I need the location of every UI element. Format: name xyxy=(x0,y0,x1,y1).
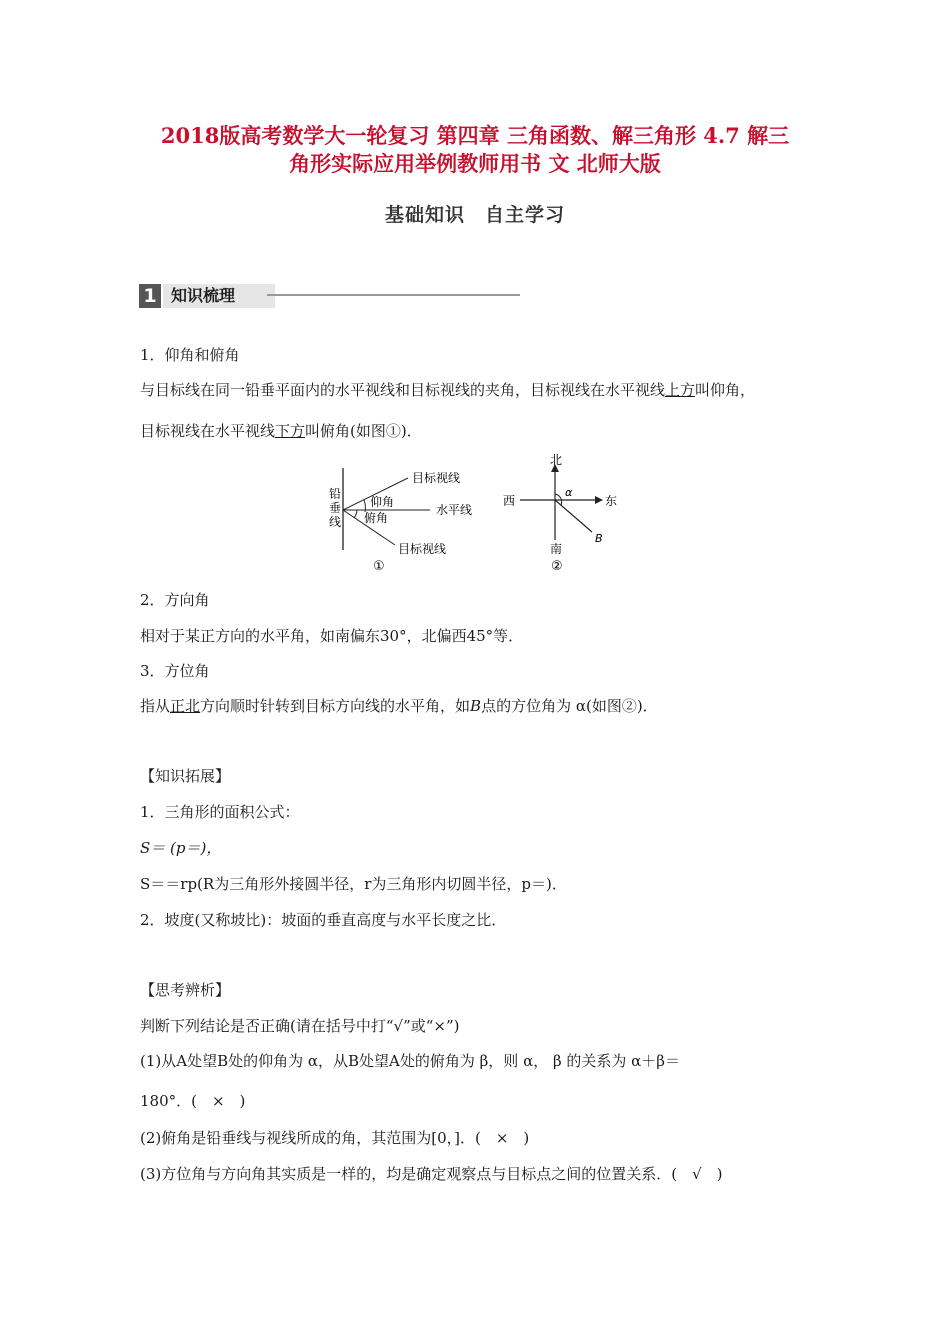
text-run: 目标视线在水平视线 xyxy=(140,422,276,440)
section-number-badge: 1 xyxy=(139,284,161,308)
figure1-caption: ① xyxy=(373,559,385,574)
section-subtitle: 基础知识 自主学习 xyxy=(384,204,565,226)
think-intro: 判断下列结论是否正确(请在括号中打“√”或“×”) xyxy=(140,1017,460,1035)
section-divider xyxy=(267,294,520,296)
horizontal-label: 水平线 xyxy=(436,503,473,517)
think-question-3: (3)方位角与方向角其实质是一样的，均是确定观察点与目标点之间的位置关系．( √ ) xyxy=(140,1165,723,1183)
west-label: 西 xyxy=(503,494,516,508)
upper-target-label: 目标视线 xyxy=(412,471,461,485)
text-run: 点的方位角为 α(如图②)． xyxy=(481,697,658,715)
formula-area-2: S＝＝rp(R为三角形外接圆半径，r为三角形内切圆半径，p＝)． xyxy=(140,875,567,893)
document-title-line-2: 角形实际应用举例教师用书 文 北师大版 xyxy=(289,151,661,176)
section-label-badge: 知识梳理 xyxy=(163,284,275,308)
text-run: 叫俯角(如图①)． xyxy=(305,422,422,440)
paragraph-depression xyxy=(140,421,422,441)
extension-item-1: 1．三角形的面积公式： xyxy=(140,803,300,821)
depression-arc xyxy=(354,510,357,518)
south-label: 南 xyxy=(550,542,563,556)
underlined-answer: 下方 xyxy=(275,422,306,440)
paragraph-elevation xyxy=(140,380,755,400)
vertical-label-1: 铅 xyxy=(329,487,342,501)
lower-target-label: 目标视线 xyxy=(398,542,447,556)
formula-area-1: S＝ (p＝)， xyxy=(140,839,222,857)
vertical-label-2: 垂 xyxy=(329,501,342,515)
text-run: 指从 xyxy=(140,697,171,715)
think-question-1-part-a: (1)从A处望B处的仰角为 α，从B处望A处的俯角为 β，则 α， β 的关系为 α＋β＝ xyxy=(140,1052,680,1070)
heading-elevation-depression: 1．仰角和俯角 xyxy=(140,346,240,364)
think-question-2: (2)俯角是铅垂线与视线所成的角，其范围为[0，]．( × ) xyxy=(140,1129,530,1147)
underlined-answer: 上方 xyxy=(665,381,696,399)
figure-bearing xyxy=(495,450,630,580)
think-question-1-part-b: 180°．( × ) xyxy=(140,1092,246,1110)
figure2-caption: ② xyxy=(551,559,563,574)
vertical-label-3: 线 xyxy=(329,515,342,529)
heading-bearing-angle: 3．方位角 xyxy=(140,662,210,680)
document-title-line-1: 2018版高考数学大一轮复习 第四章 三角函数、解三角形 4.7 解三 xyxy=(160,123,790,148)
underlined-answer: 正北 xyxy=(170,697,201,715)
text-run: 方向顺时针转到目标方向线的水平角，如 xyxy=(200,697,471,715)
east-arrow-icon xyxy=(595,496,603,504)
depression-label: 俯角 xyxy=(364,511,389,525)
point-b-inline: B xyxy=(470,697,482,715)
north-label: 北 xyxy=(550,453,563,467)
east-label: 东 xyxy=(605,494,618,508)
text-run: 与目标线在同一铅垂平面内的水平视线和目标视线的夹角，目标视线在水平视线 xyxy=(140,381,666,399)
figure-elevation-depression xyxy=(320,460,490,580)
heading-knowledge-extension: 【知识拓展】 xyxy=(140,767,231,785)
text-run: 叫仰角， xyxy=(695,381,756,399)
extension-item-2: 2．坡度(又称坡比)：坡面的垂直高度与水平长度之比． xyxy=(140,911,507,929)
paragraph-direction-angle: 相对于某正方向的水平角，如南偏东30°，北偏西45°等． xyxy=(140,627,524,645)
paragraph-bearing-angle xyxy=(140,696,658,716)
elevation-label: 仰角 xyxy=(370,495,395,509)
point-b-label: B xyxy=(595,532,603,545)
alpha-label: α xyxy=(565,486,573,499)
heading-think-discriminate: 【思考辨析】 xyxy=(140,981,231,999)
heading-direction-angle: 2．方向角 xyxy=(140,591,210,609)
